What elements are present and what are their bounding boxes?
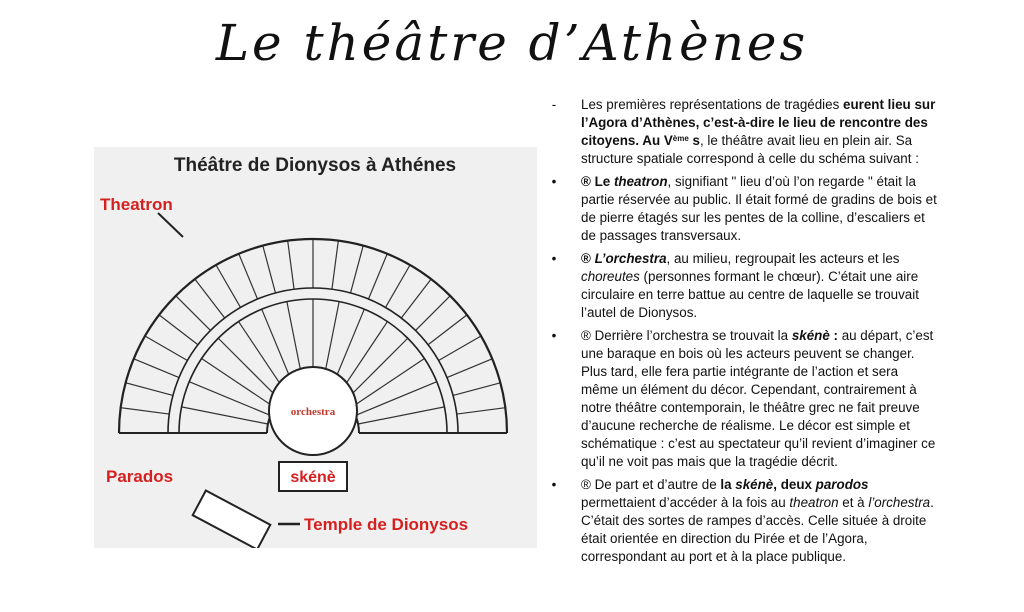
- text-column: [548, 96, 938, 571]
- bullet-4-italic-1: theatron: [789, 495, 839, 510]
- bullet-icon: •: [551, 251, 557, 266]
- dash-marker: -: [551, 97, 557, 112]
- bullet-4-text-1: ® De part et d’autre de: [581, 477, 721, 492]
- intro-text-1: Les premières représentations de tragédies: [581, 97, 844, 112]
- intro-bold-2: s: [688, 133, 700, 148]
- bullet-2-bold: ®: [581, 251, 595, 266]
- intro-superscript: ème: [672, 134, 689, 143]
- bullet-1-text: , signifiant " lieu d’où l’on regarde " était la partie réservée au public. Il était formé de gradins de bois et de pierre étagés sur les pentes de la colline, d’escaliers et de passages transversaux.: [581, 174, 937, 243]
- bullet-2-italic: choreutes: [581, 269, 640, 284]
- diagram-heading: Théâtre de Dionysos à Athénes: [173, 155, 457, 176]
- bullet-theatron: [548, 173, 938, 245]
- bullet-4-bold-2: , deux: [773, 477, 816, 492]
- bullet-orchestra: [548, 250, 938, 322]
- bullet-3-text-2: au départ, c’est une baraque en bois où les acteurs peuvent se changer. Plus tard, elle fera partie intégrante de l’action et sera même un élément du décor. Cependant, contrairement à notre théâtre contemporain, le théâtre grec ne fait preuve d’aucune recherche de réalisme. Le décor est simple et schématique : c’est au spectateur qu’il revient d’imaginer ce qu’il ne voit pas mais que la tragédie décrit.: [581, 328, 936, 469]
- bullet-3-text-1: ® Derrière l’orchestra se trouvait la: [581, 328, 792, 343]
- bullet-4-text-4: . C’était des sortes de rampes d’accès. Celle située à droite était orientée en direction du Pirée et de l’Agora, correspondant au port et à la place publique.: [581, 495, 934, 564]
- bullet-icon: •: [551, 174, 557, 189]
- orchestra-label: orchestra: [290, 406, 336, 418]
- intro-paragraph: [548, 96, 938, 168]
- bullet-4-text-3: et à: [838, 495, 869, 510]
- bullet-1-term: theatron: [613, 174, 668, 189]
- bullet-2-term: L’orchestra: [594, 251, 667, 266]
- page-title: Le théâtre d’Athènes: [215, 14, 809, 72]
- bullet-icon: •: [551, 477, 557, 492]
- intro-bold-1: eurent lieu sur l’Agora d’Athènes, c’est-à-dire le lieu de rencontre des citoyens. Au V: [581, 97, 936, 148]
- bullet-4-text-2: permettaient d’accéder à la fois au: [581, 495, 790, 510]
- skene-label: skénè: [290, 469, 336, 486]
- intro-text-2: , le théâtre avait lieu en plein air. Sa structure spatiale correspond à celle du schéma suivant :: [581, 133, 919, 166]
- temple-label: Temple de Dionysos: [304, 515, 469, 534]
- theatron-label: Theatron: [100, 195, 173, 214]
- bullet-icon: •: [551, 328, 557, 343]
- bullet-2-text-2: (personnes formant le chœur). C’était une aire circulaire en terre battue au centre de laquelle se trouvait l’autel de Dionysos.: [581, 269, 919, 320]
- theatre-diagram: [94, 147, 537, 548]
- theatre-diagram-svg: [94, 147, 537, 548]
- bullet-skene: [548, 327, 938, 471]
- bullet-4-term-2: parodos: [815, 477, 869, 492]
- bullet-3-bold: :: [829, 328, 838, 343]
- bullet-3-term: skénè: [791, 328, 830, 343]
- parados-label: Parados: [106, 467, 174, 486]
- bullet-4-italic-2: l’orchestra: [868, 495, 931, 510]
- bullet-2-text-1: , au milieu, regroupait les acteurs et les: [666, 251, 900, 266]
- bullet-4-bold-1: la: [720, 477, 736, 492]
- bullet-parodos: [548, 476, 938, 566]
- bullet-4-term-1: skénè: [735, 477, 774, 492]
- bullet-1-bold: ® Le: [581, 174, 614, 189]
